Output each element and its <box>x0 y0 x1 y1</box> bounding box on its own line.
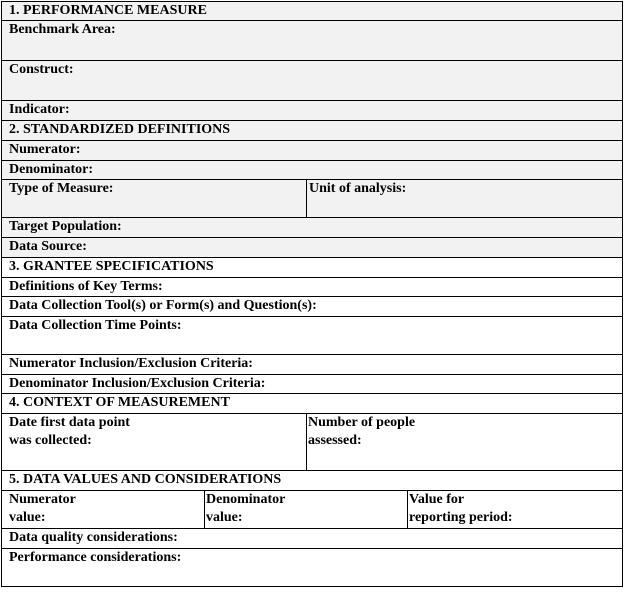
numerator-criteria-field[interactable] <box>1 354 623 375</box>
type-of-measure-label: Type of Measure: <box>9 181 114 196</box>
numerator-label: Numerator: <box>9 142 81 157</box>
collection-tools-field[interactable] <box>1 296 623 317</box>
data-quality-field[interactable] <box>1 528 623 549</box>
denominator-label: Denominator: <box>9 162 93 177</box>
date-first-point-label-line2: was collected: <box>9 433 92 448</box>
benchmark-area-label: Benchmark Area: <box>9 22 116 37</box>
value-reporting-period-label-line2: reporting period: <box>409 510 513 525</box>
people-assessed-label-line1: Number of people <box>308 415 416 430</box>
data-source-label: Data Source: <box>9 239 87 254</box>
denominator-value-label-line1: Denominator <box>206 492 286 507</box>
indicator-label: Indicator: <box>9 102 70 117</box>
denominator-criteria-field[interactable] <box>1 374 623 394</box>
section-3-header <box>1 257 623 278</box>
collection-tools-label: Data Collection Tool(s) or Form(s) and Question(s): <box>9 298 317 313</box>
time-points-field[interactable] <box>1 316 623 355</box>
target-population-label: Target Population: <box>9 219 122 234</box>
section-2-header <box>1 120 623 141</box>
denominator-field[interactable] <box>1 160 623 180</box>
data-quality-label: Data quality considerations: <box>9 530 178 545</box>
numerator-value-label-line2: value: <box>9 510 46 525</box>
data-source-field[interactable] <box>1 237 623 258</box>
benchmark-area-field[interactable] <box>1 20 623 61</box>
numerator-criteria-label: Numerator Inclusion/Exclusion Criteria: <box>9 356 253 371</box>
denominator-criteria-label: Denominator Inclusion/Exclusion Criteria: <box>9 376 266 391</box>
section-1-header <box>1 1 623 21</box>
section-1-title: 1. PERFORMANCE MEASURE <box>9 3 207 18</box>
performance-considerations-field[interactable] <box>1 548 623 587</box>
construct-label: Construct: <box>9 62 74 77</box>
people-assessed-label-line2: assessed: <box>308 433 362 448</box>
construct-field[interactable] <box>1 60 623 101</box>
indicator-field[interactable] <box>1 100 623 121</box>
denominator-value-label-line2: value: <box>206 510 243 525</box>
performance-considerations-label: Performance considerations: <box>9 550 182 565</box>
numerator-field[interactable] <box>1 140 623 161</box>
numerator-value-field[interactable] <box>1 490 205 529</box>
denominator-value-field[interactable] <box>204 490 408 529</box>
time-points-label: Data Collection Time Points: <box>9 318 182 333</box>
value-reporting-period-label-line1: Value for <box>409 492 465 507</box>
value-reporting-period-field[interactable] <box>407 490 623 529</box>
section-5-header <box>1 470 623 491</box>
key-terms-label: Definitions of Key Terms: <box>9 279 163 294</box>
section-5-title: 5. DATA VALUES AND CONSIDERATIONS <box>9 472 282 487</box>
type-of-measure-field[interactable] <box>1 179 307 218</box>
people-assessed-field[interactable] <box>306 413 623 471</box>
date-first-point-label-line1: Date first data point <box>9 415 130 430</box>
key-terms-field[interactable] <box>1 277 623 297</box>
unit-of-analysis-label: Unit of analysis: <box>309 181 407 196</box>
section-2-title: 2. STANDARDIZED DEFINITIONS <box>9 122 231 137</box>
section-4-header <box>1 393 623 414</box>
numerator-value-label-line1: Numerator <box>9 492 76 507</box>
target-population-field[interactable] <box>1 217 623 238</box>
section-3-title: 3. GRANTEE SPECIFICATIONS <box>9 259 214 274</box>
section-4-title: 4. CONTEXT OF MEASUREMENT <box>9 395 230 410</box>
unit-of-analysis-field[interactable] <box>306 179 623 218</box>
date-first-point-field[interactable] <box>1 413 307 471</box>
